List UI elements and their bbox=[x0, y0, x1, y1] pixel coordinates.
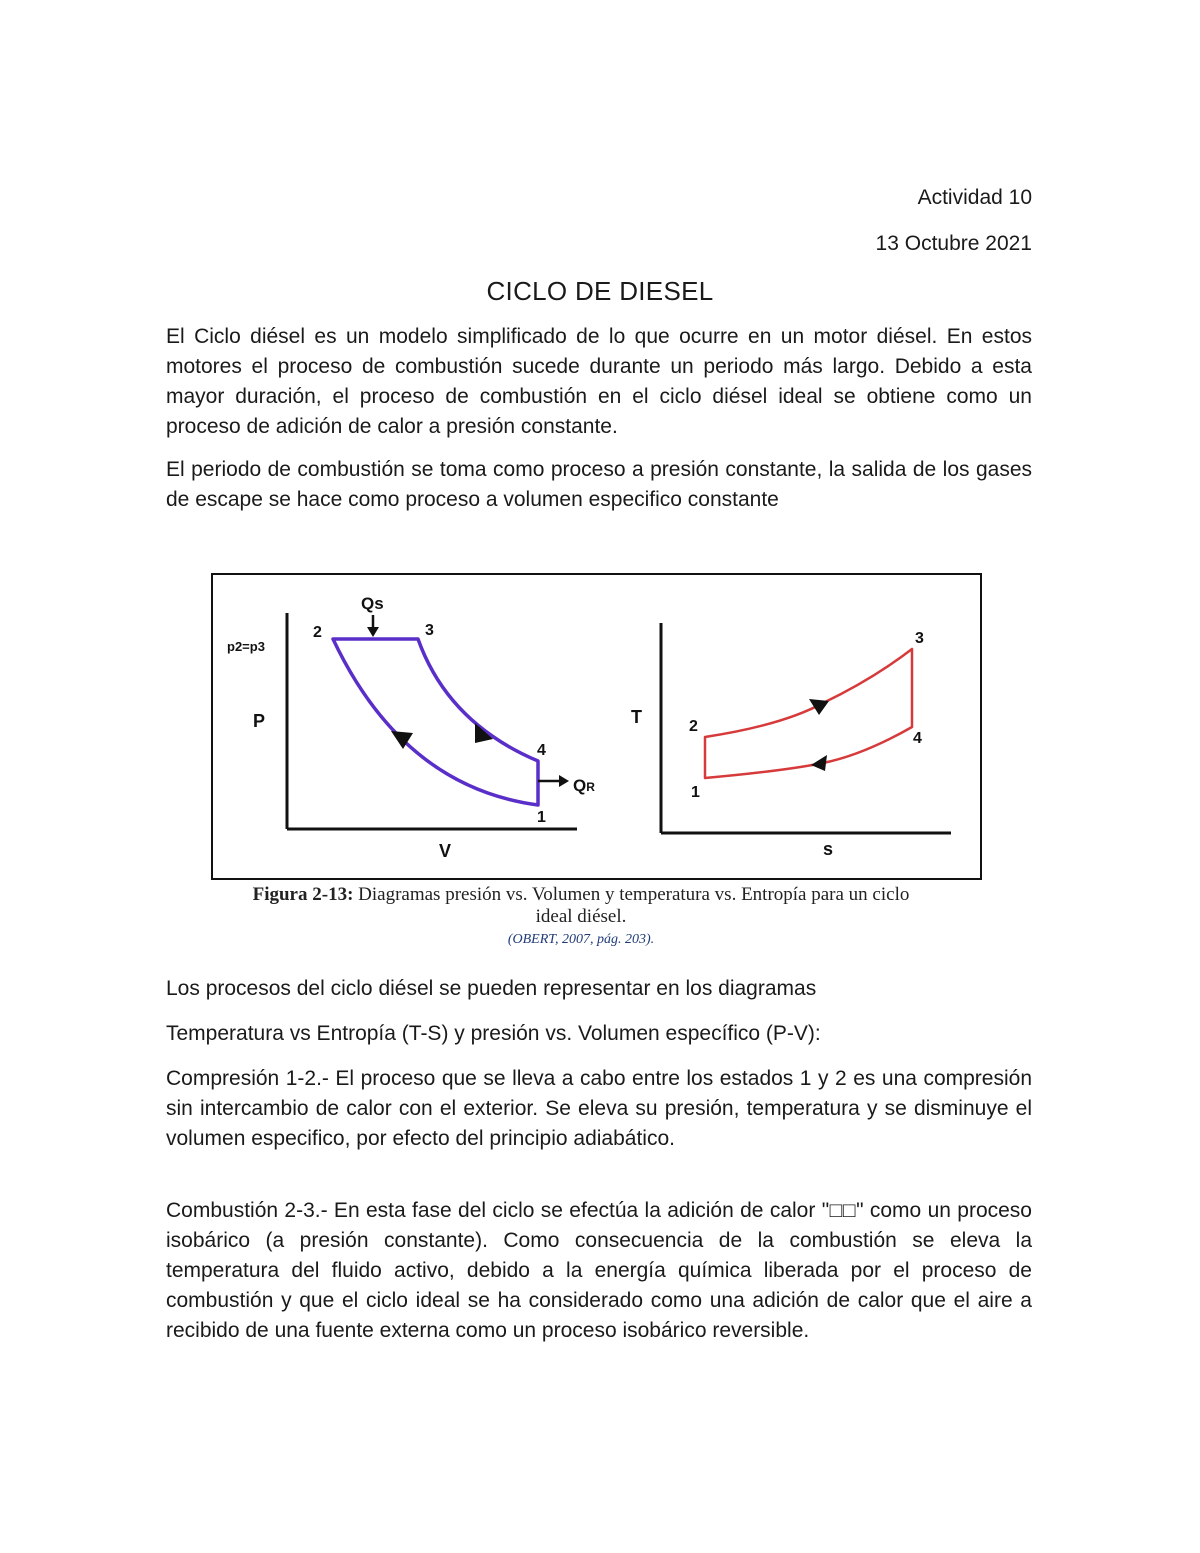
heat-in-arrowhead bbox=[367, 627, 379, 637]
ts-point-2: 2 bbox=[689, 718, 698, 735]
heat-out-arrowhead bbox=[559, 775, 569, 787]
pv-point-3: 3 bbox=[425, 622, 434, 639]
figure-caption-line2: ideal diésel. bbox=[535, 906, 627, 927]
pv-point-4: 4 bbox=[537, 742, 546, 759]
ts-point-4: 4 bbox=[913, 730, 922, 747]
ts-y-axis-label: T bbox=[631, 707, 642, 727]
ts-x-axis-label: s bbox=[823, 839, 834, 859]
heat-in-label: Qs bbox=[361, 594, 384, 613]
combustion-stage-paragraph: Combustión 2-3.- En esta fase del ciclo se efectúa la adición de calor "□□" como un proceso isobárico (a presión constante). Como consecuencia de la combustión se eleva la temperatura del fluido activo, debido a la energía química liberada por el proceso de combustión y que el ciclo ideal se ha considerado como una adición de calor que el aire a recibido de una fuente externa como un proceso isobárico reversible. bbox=[166, 1199, 1032, 1342]
diagrams-intro: Los procesos del ciclo diésel se pueden representar en los diagramas bbox=[166, 977, 817, 1000]
document-date: 13 Octubre 2021 bbox=[875, 232, 1032, 255]
ts-cooling-arrow bbox=[811, 755, 827, 771]
figure-caption-label: Figura 2-13: bbox=[252, 884, 354, 905]
pv-diagram bbox=[227, 594, 595, 861]
diesel-diagrams bbox=[213, 575, 980, 878]
pv-point-2: 2 bbox=[313, 624, 322, 641]
figure-source: (OBERT, 2007, pág. 203). bbox=[507, 932, 655, 947]
ts-point-3: 3 bbox=[915, 630, 924, 647]
diesel-cycle-figure bbox=[211, 573, 982, 880]
heat-out-label: QR bbox=[573, 776, 595, 795]
pressure-equality-label: p2=p3 bbox=[227, 639, 265, 654]
figure-caption-text: Diagramas presión vs. Volumen y temperatura vs. Entropía para un ciclo bbox=[353, 884, 910, 905]
pv-cycle-path bbox=[333, 639, 538, 805]
activity-number: Actividad 10 bbox=[917, 186, 1032, 209]
intro-paragraph: El Ciclo diésel es un modelo simplificado de lo que ocurre en un motor diésel. En estos motores el proceso de combustión sucede durante un periodo más largo. Debido a esta mayor duración, el proceso de combustión en el ciclo diésel ideal se obtiene como un proceso de adición de calor a presión constante. bbox=[166, 325, 1032, 438]
diagrams-types: Temperatura vs Entropía (T-S) y presión vs. Volumen específico (P-V): bbox=[166, 1022, 821, 1045]
ts-diagram bbox=[631, 623, 951, 859]
compression-paragraph: Compresión 1-2.- El proceso que se lleva a cabo entre los estados 1 y 2 es una compresión sin intercambio de calor con el exterior. Se eleva su presión, temperatura y se disminuye el volumen especifico, por efecto del principio adiabático. bbox=[166, 1067, 1032, 1150]
ts-cycle-path bbox=[705, 649, 912, 778]
page-title: CICLO DE DIESEL bbox=[486, 276, 714, 306]
pv-x-axis-label: V bbox=[439, 841, 452, 861]
combustion-paragraph: El periodo de combustión se toma como proceso a presión constante, la salida de los gases de escape se hace como proceso a volumen especifico constante bbox=[166, 458, 1032, 511]
ts-heating-arrow bbox=[809, 699, 829, 715]
pv-y-axis-label: P bbox=[253, 711, 266, 731]
figure-caption bbox=[196, 884, 966, 906]
ts-point-1: 1 bbox=[691, 784, 700, 801]
pv-point-1: 1 bbox=[537, 809, 546, 826]
